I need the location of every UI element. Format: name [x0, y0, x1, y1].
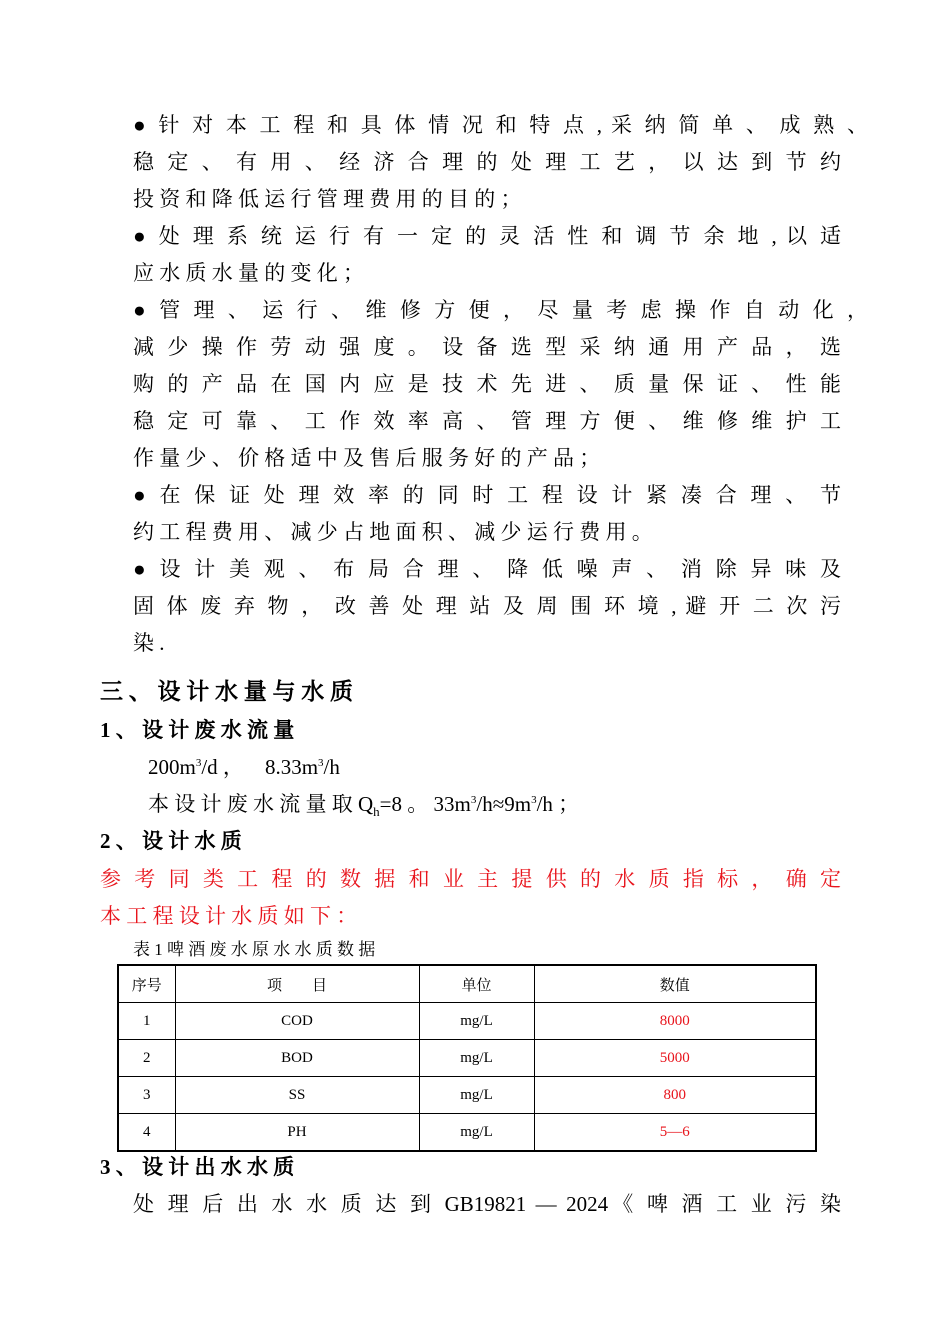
quality-intro-line-1: 参 考 同 类 工 程 的 数 据 和 业 主 提 供 的 水 质 指 标 ， 确 定 [100, 867, 841, 891]
quality-intro-line-2: 本 工 程 设 计 水 质 如 下 ： [100, 904, 358, 928]
principle-5-line-3: 染 . [133, 631, 165, 655]
flow-daily: 200m [148, 755, 196, 779]
principle-3-line-5: 作 量 少 、 价 格 适 中 及 售 后 服 务 好 的 产 品 ； [133, 446, 601, 470]
principle-1-line-3: 投 资 和 降 低 运 行 管 理 费 用 的 目 的 ； [133, 187, 522, 211]
principle-4-line-2: 约 工 程 费 用 、 减 少 占 地 面 积 、 减 少 运 行 费 用 。 [133, 520, 653, 544]
principle-3-line-4: 稳 定 可 靠 、 工 作 效 率 高 、 管 理 方 便 、 维 修 维 护 工 [133, 409, 841, 433]
design-flow-take: 本 设 计 废 水 流 量 取 $Q_h=8$ 。 $33m^3/h\approx 9m^3/h$ ； [148, 792, 580, 820]
table-row: 3 SS mg/L 800 [118, 1077, 816, 1114]
header-value: 数值 [534, 965, 816, 1003]
header-index: 序号 [118, 965, 175, 1003]
principle-5-line-2: 固 体 废 弃 物 ， 改 善 处 理 站 及 周 围 环 境 , 避 开 二 次 污 [133, 594, 841, 618]
flow-hourly: 8.33m [264, 755, 319, 779]
table-row: 2 BOD mg/L 5000 [118, 1040, 816, 1077]
table-caption: 表 1 啤 酒 废 水 原 水 水 质 数 据 [133, 940, 376, 959]
principle-1-line-2: 稳 定 、 有 用 、 经 济 合 理 的 处 理 工 艺 ， 以 达 到 节 约 [133, 150, 841, 174]
principle-2-line-2: 应 水 质 水 量 的 变 化 ； [133, 261, 364, 285]
flow-daily-unit: /d ， [201, 755, 244, 779]
principle-3-line-1: ● 管 理 、 运 行 、 维 修 方 便 ， 尽 量 考 虑 操 作 自 动 化 ， [133, 298, 868, 322]
table-row: 4 PH mg/L 5—6 [118, 1114, 816, 1152]
design-flow-values: $200m^3/d$ ， $8.33m^3/h$ [148, 755, 340, 779]
principle-5-line-1: ● 设 计 美 观 、 布 局 合 理 、 降 低 噪 声 、 消 除 异 味 及 [133, 557, 841, 581]
subsection-1-title: 1 、 设 计 废 水 流 量 [100, 718, 295, 742]
principle-1-line-1: ● 针 对 本 工 程 和 具 体 情 况 和 特 点 , 采 纳 简 单 、 成 熟 、 [133, 113, 868, 137]
flow-hourly-unit: /h [323, 755, 340, 779]
effluent-quality-line: 处 理 后 出 水 水 质 达 到 GB19821 — 2024《 啤 酒 工 业 污 染 [133, 1192, 841, 1216]
header-unit: 单位 [419, 965, 534, 1003]
table-row: 1 COD mg/L 8000 [118, 1003, 816, 1040]
principle-3-line-3: 购 的 产 品 在 国 内 应 是 技 术 先 进 、 质 量 保 证 、 性 能 [133, 372, 841, 396]
principle-3-line-2: 减 少 操 作 劳 动 强 度 。 设 备 选 型 采 纳 通 用 产 品 ， 选 [133, 335, 841, 359]
principle-4-line-1: ● 在 保 证 处 理 效 率 的 同 时 工 程 设 计 紧 凑 合 理 、 节 [133, 483, 841, 507]
principle-2-line-1: ● 处 理 系 统 运 行 有 一 定 的 灵 活 性 和 调 节 余 地 , 以 适 [133, 224, 841, 248]
section-3-title: 三 、 设 计 水 量 与 水 质 [100, 679, 353, 704]
raw-water-quality-table [117, 964, 817, 1152]
subsection-3-title: 3 、 设 计 出 水 水 质 [100, 1155, 295, 1179]
header-item: 项 目 [175, 965, 419, 1003]
subsection-2-title: 2 、 设 计 水 质 [100, 829, 242, 853]
table-header-row [118, 965, 816, 1003]
